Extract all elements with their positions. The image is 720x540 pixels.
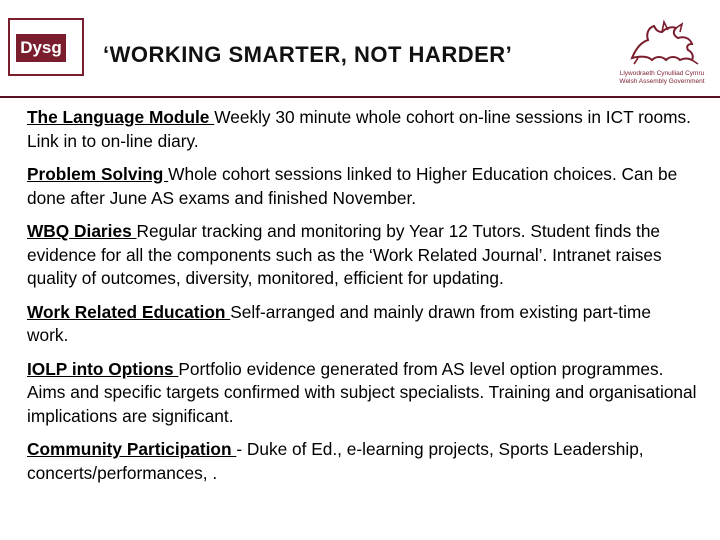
section-text: Portfolio evidence generated from AS level option programmes. Aims and specific targets confirmed with subject specialists. Training and organisational implications are significant. [27, 358, 697, 426]
logo-caption-welsh: Llywodraeth Cynulliad Cymru [619, 70, 705, 77]
welsh-dragon-icon [618, 18, 706, 68]
section-heading: Community Participation [27, 439, 237, 459]
section-text: Regular tracking and monitoring by Year 12 Tutors. Student finds the evidence for all the components such as the ‘Work Related Journal’. Intranet raises quality of outcomes, diversity, monitored, efficient for updating. [27, 221, 662, 288]
section-heading: The Language Module [27, 107, 215, 127]
section-work-related-education [27, 301, 697, 348]
header-divider [0, 96, 720, 98]
section-community-participation [27, 438, 697, 485]
dysg-logo-text: Dysg [16, 34, 66, 62]
section-text: Whole cohort sessions linked to Higher Education choices. Can be done after June AS exams and finished November. [27, 164, 678, 208]
page-title: ‘WORKING SMARTER, NOT HARDER’ [103, 42, 513, 67]
section-text: Self-arranged and mainly drawn from existing part-time work. [27, 301, 651, 345]
section-text: - Duke of Ed., e-learning projects, Sports Leadership, concerts/performances, . [27, 439, 644, 483]
section-language-module [27, 106, 697, 153]
dysg-logo [8, 18, 84, 76]
section-text: Weekly 30 minute whole cohort on-line sessions in ICT rooms. Link in to on-line diary. [27, 107, 691, 151]
content-body [27, 106, 697, 495]
section-wbq-diaries [27, 220, 697, 291]
section-heading: Problem Solving [27, 164, 169, 184]
section-heading: Work Related Education [27, 301, 231, 322]
section-problem-solving [27, 163, 697, 210]
section-heading: IOLP into Options [27, 358, 179, 379]
logo-caption-english: Welsh Assembly Government [619, 78, 705, 85]
section-iolp-into-options [27, 358, 697, 429]
welsh-assembly-logo [618, 18, 706, 88]
section-heading: WBQ Diaries [27, 221, 137, 241]
